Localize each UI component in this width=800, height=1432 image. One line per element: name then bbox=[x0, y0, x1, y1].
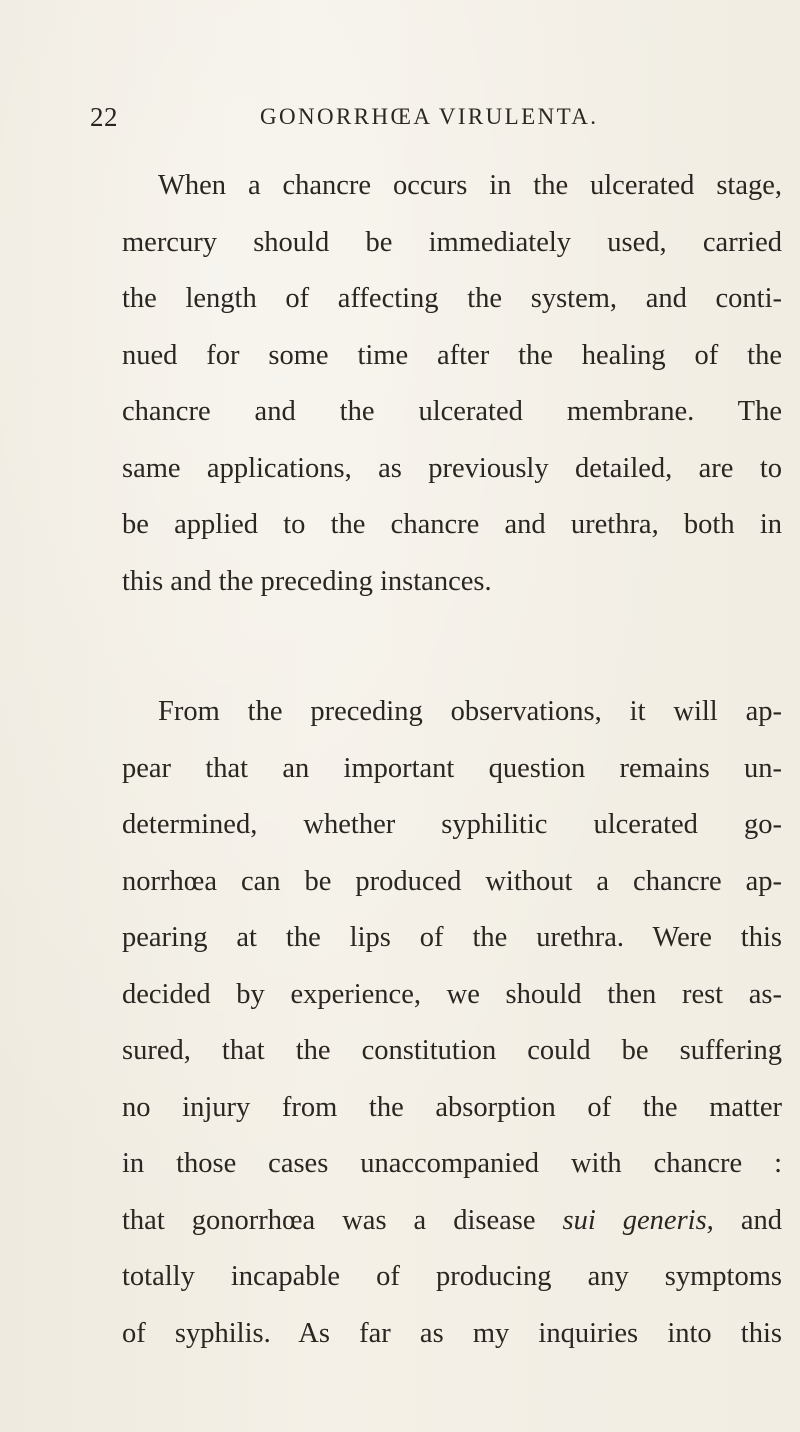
text-line: pearing at the lips of the urethra. Were this bbox=[122, 922, 782, 953]
italic-phrase: sui generis, bbox=[562, 1204, 714, 1236]
text-line: same applications, as previously detailed, are to bbox=[122, 452, 782, 484]
body-text bbox=[122, 158, 782, 1362]
paragraph-2 bbox=[122, 684, 782, 1362]
text-line: sured, that the constitution could be suffering bbox=[122, 1035, 782, 1066]
text-line: mercury should be immediately used, carried bbox=[122, 226, 782, 258]
text-fragment: and bbox=[713, 1204, 782, 1236]
text-line: pear that an important question remains un- bbox=[122, 752, 782, 784]
text-line: decided by experience, we should then rest as- bbox=[122, 978, 782, 1010]
page-header bbox=[90, 102, 730, 142]
paragraph-spacer bbox=[122, 610, 782, 684]
text-line: the length of affecting the system, and conti- bbox=[122, 283, 782, 314]
text-line: determined, whether syphilitic ulcerated go- bbox=[122, 809, 782, 840]
text-line: When a chancre occurs in the ulcerated stage, bbox=[158, 170, 782, 201]
paragraph-1 bbox=[122, 158, 782, 610]
running-head: GONORRHŒA VIRULENTA. bbox=[260, 104, 599, 129]
text-line: totally incapable of producing any symptoms bbox=[122, 1261, 782, 1292]
text-fragment: that gonorrhœa was a disease bbox=[122, 1204, 563, 1236]
page-number: 22 bbox=[90, 102, 118, 132]
text-line: in those cases unaccompanied with chancre : bbox=[122, 1148, 782, 1179]
text-line: be applied to the chancre and urethra, both in bbox=[122, 509, 782, 540]
text-line: of syphilis. As far as my inquiries into this bbox=[122, 1317, 782, 1349]
text-line: norrhœa can be produced without a chancre ap- bbox=[122, 865, 782, 897]
text-line: From the preceding observations, it will ap- bbox=[158, 696, 782, 727]
text-line: this and the preceding instances. bbox=[122, 565, 492, 597]
text-line-with-italic bbox=[122, 1193, 782, 1250]
text-line: no injury from the absorption of the matter bbox=[122, 1091, 782, 1123]
text-line: nued for some time after the healing of the bbox=[122, 339, 782, 371]
text-line: chancre and the ulcerated membrane. The bbox=[122, 396, 782, 427]
